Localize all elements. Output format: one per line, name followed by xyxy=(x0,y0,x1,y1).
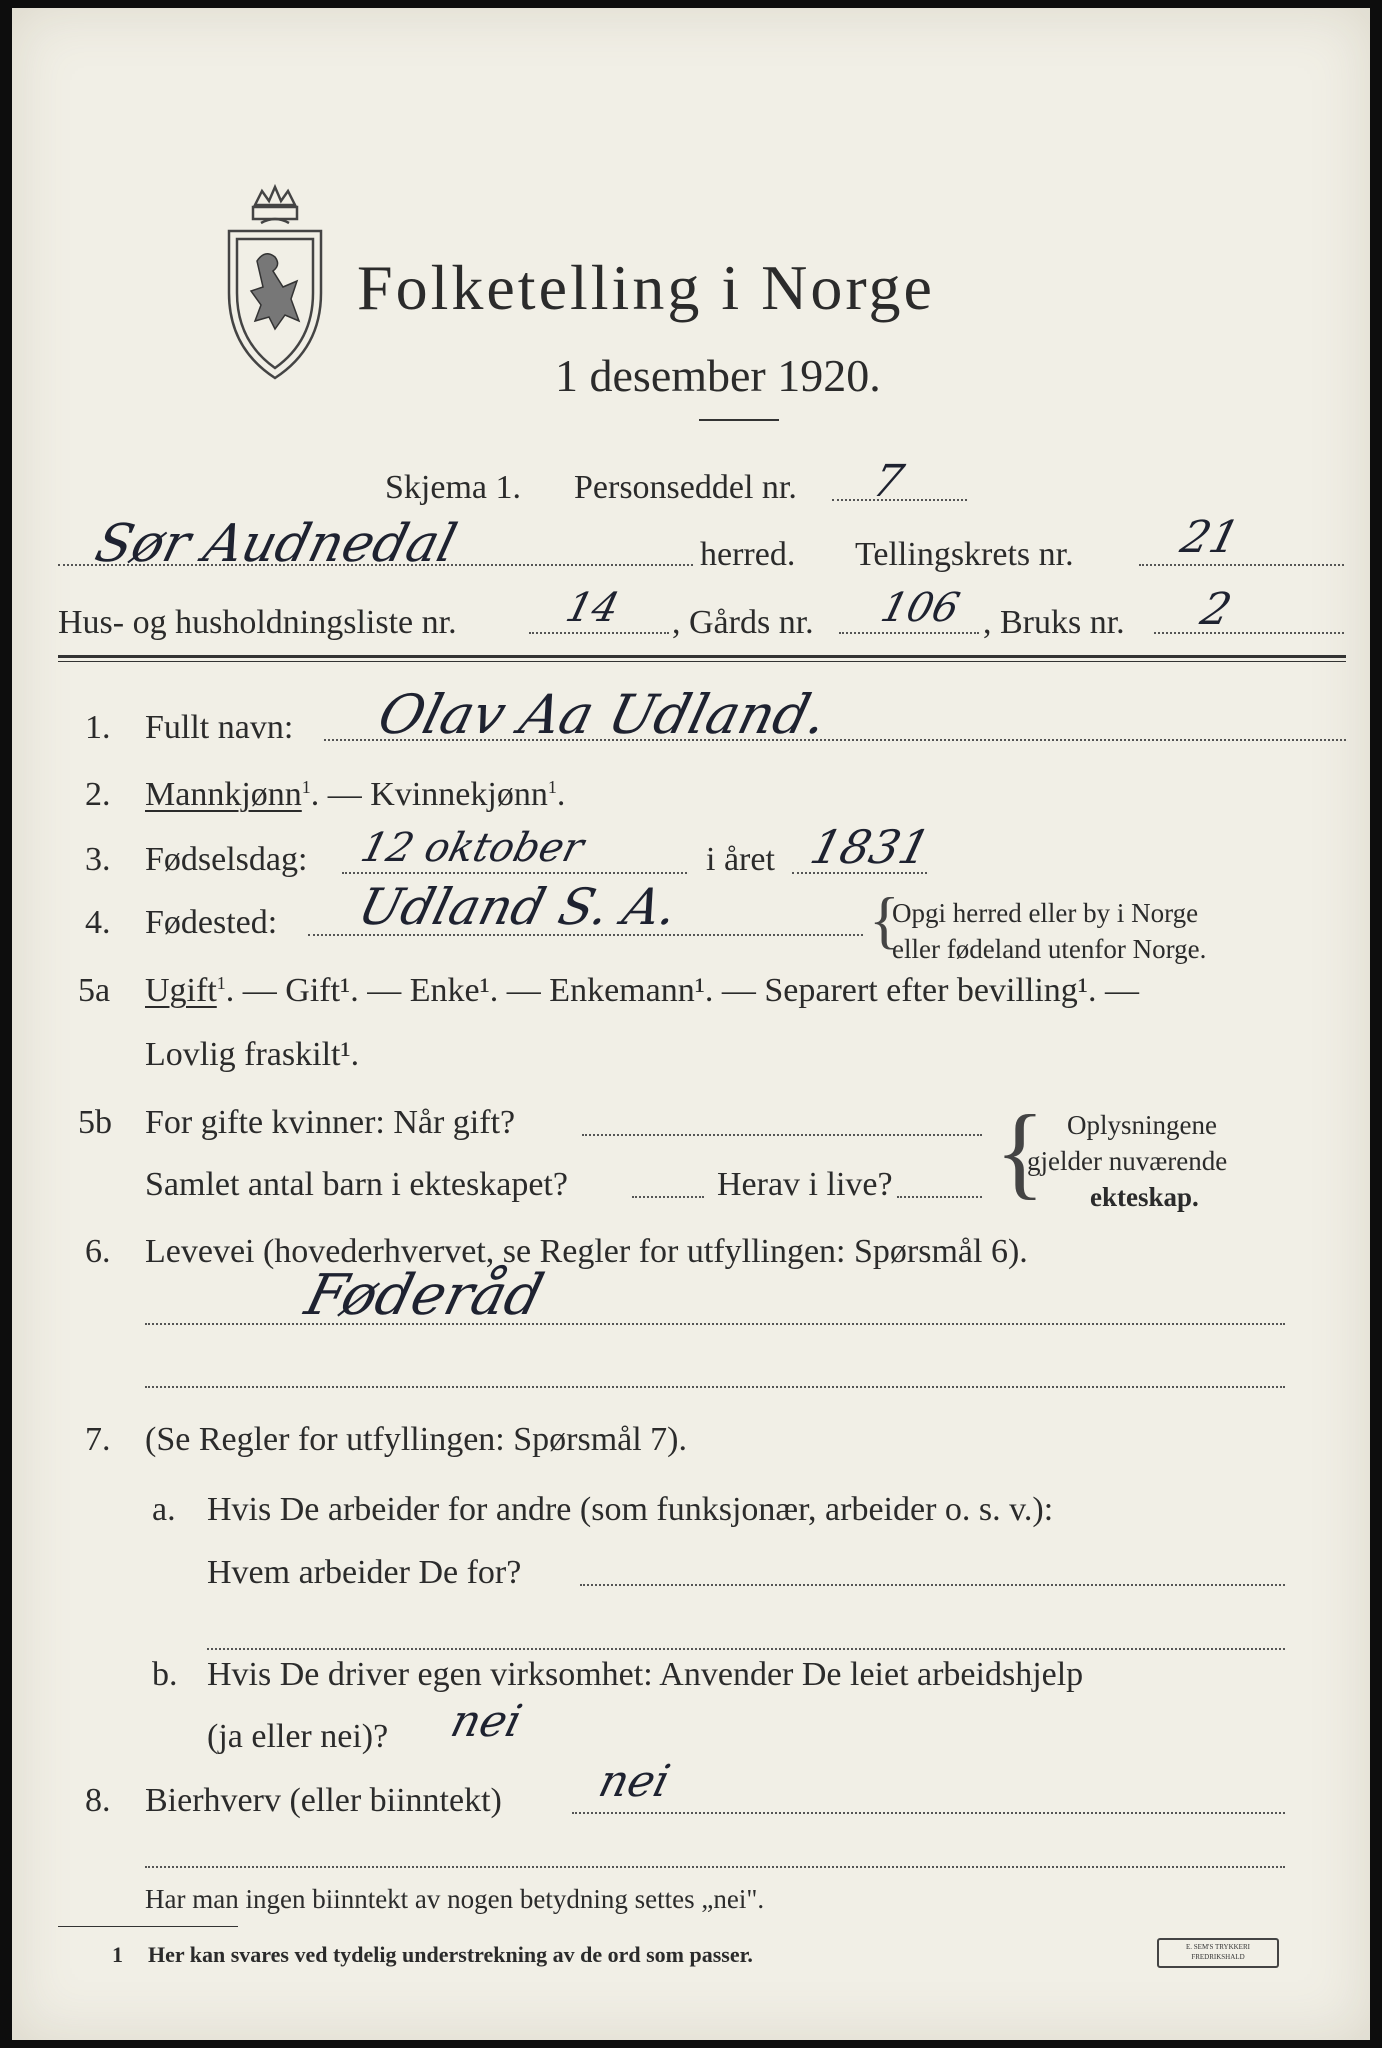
q7b-text: Hvis De driver egen virksomhet: Anvender De leiet arbeidshjelp xyxy=(207,1656,1084,1693)
q4-brace: { xyxy=(869,884,900,955)
q2-number: 2. xyxy=(85,776,111,813)
q7b-question: (ja eller nei)? xyxy=(207,1718,389,1755)
q5b-note-3: ekteskap. xyxy=(1090,1182,1199,1212)
tellingskrets-label: Tellingskrets nr. xyxy=(855,536,1074,573)
fullt-navn-value: Olav Aa Udland. xyxy=(372,683,834,746)
q6-label: Levevei (hovederhvervet, se Regler for utfyllingen: Spørsmål 6). xyxy=(145,1233,1028,1270)
year-value: 1831 xyxy=(805,820,936,874)
q7a-text: Hvis De arbeider for andre (som funksjonær, arbeider o. s. v.): xyxy=(207,1491,1054,1528)
herred-value: Sør Audnedal xyxy=(89,514,463,574)
q5b-note-2: gjelder nuværende xyxy=(1027,1146,1228,1176)
herred-label: herred. xyxy=(700,536,796,573)
nar-gift-label: For gifte kvinner: Når gift? xyxy=(145,1104,516,1141)
fodselsdag-value: 12 oktober xyxy=(356,825,589,871)
lovlig-fraskilt-option[interactable]: Lovlig fraskilt¹. xyxy=(145,1036,360,1073)
leiet-arbeidshjelp-value: nei xyxy=(445,1696,527,1747)
printer-line-2: FREDRIKSHALD xyxy=(1191,1953,1245,1961)
levevei-field-2[interactable] xyxy=(145,1386,1285,1388)
census-form xyxy=(12,8,1370,2040)
fodested-value: Udland S. A. xyxy=(352,878,684,936)
q5b-note-1: Oplysningene xyxy=(1067,1110,1217,1140)
q1-number: 1. xyxy=(85,709,111,746)
hus-label: Hus- og husholdningsliste nr. xyxy=(58,604,457,641)
footnote-rule xyxy=(58,1926,238,1927)
herav-i-live-label: Herav i live? xyxy=(717,1166,893,1203)
antal-barn-field[interactable] xyxy=(632,1196,704,1198)
schema-label: Skjema 1. xyxy=(385,469,521,506)
q4-number: 4. xyxy=(85,904,111,941)
header-divider-thin xyxy=(58,661,1346,662)
bierhverv-field-2[interactable] xyxy=(145,1866,1285,1868)
q7-number: 7. xyxy=(85,1421,111,1458)
q7a-letter: a. xyxy=(152,1491,176,1528)
levevei-value: Føderåd xyxy=(299,1263,550,1328)
footnote-mark: 1 xyxy=(112,1942,123,1967)
arbeider-for-field[interactable] xyxy=(580,1584,1285,1586)
bierhverv-value: nei xyxy=(593,1756,675,1807)
bruks-value: 2 xyxy=(1195,584,1237,635)
q7b-letter: b. xyxy=(152,1656,178,1693)
sivilstand-options[interactable]: — Gift¹. — Enke¹. — Enkemann¹. — Separert efter bevilling¹. — xyxy=(242,972,1139,1009)
census-date: 1 desember 1920. xyxy=(555,350,881,401)
q4-label: Fødested: xyxy=(145,904,278,941)
hus-value: 14 xyxy=(561,585,624,631)
levevei-field-1[interactable] xyxy=(145,1323,1285,1325)
kvinnekjonn-option[interactable]: — Kvinnekjønn xyxy=(327,776,548,813)
gards-label: , Gårds nr. xyxy=(672,604,814,641)
q8-label: Bierhverv (eller biinntekt) xyxy=(145,1782,502,1819)
q6-number: 6. xyxy=(85,1233,111,1270)
personseddel-value: 7 xyxy=(867,456,909,507)
herred-field[interactable] xyxy=(58,564,693,566)
tellingskrets-value: 21 xyxy=(1175,512,1245,563)
q2-options: Mannkjønn$^1$. — Kvinnekjønn$^1$. xyxy=(145,776,566,813)
q3-label: Fødselsdag: xyxy=(145,841,308,878)
q5b-brace: { xyxy=(995,1094,1045,1209)
q5a-options: Ugift$^1$. — Gift¹. — Enke¹. — Enkemann¹. — Separert efter bevilling¹. — xyxy=(145,972,1139,1009)
bruks-label: , Bruks nr. xyxy=(983,604,1125,641)
personseddel-label: Personseddel nr. xyxy=(574,469,797,506)
q4-note-1: Opgi herred eller by i Norge xyxy=(892,898,1199,928)
fodselsdag-field[interactable] xyxy=(342,872,687,874)
gards-value: 106 xyxy=(876,585,965,631)
q5b-number: 5b xyxy=(78,1104,112,1141)
bierhverv-field[interactable] xyxy=(572,1812,1285,1814)
mannkjonn-option[interactable]: Mannkjønn xyxy=(145,776,302,813)
gards-field[interactable] xyxy=(839,632,979,634)
q3-number: 3. xyxy=(85,841,111,878)
printer-line-1: E. SEM'S TRYKKERI xyxy=(1186,1943,1250,1951)
hus-field[interactable] xyxy=(529,632,669,634)
year-label: i året xyxy=(706,841,775,878)
footnote-text: Her kan svares ved tydelig understrekning av de ord som passer. xyxy=(148,1942,753,1967)
personseddel-field[interactable] xyxy=(832,499,967,501)
q7-label: (Se Regler for utfyllingen: Spørsmål 7). xyxy=(145,1421,688,1458)
q4-note-2: eller fødeland utenfor Norge. xyxy=(892,934,1207,964)
q1-label: Fullt navn: xyxy=(145,709,294,746)
printer-stamp xyxy=(1157,1938,1279,1968)
herav-i-live-field[interactable] xyxy=(897,1196,982,1198)
title-rule xyxy=(699,419,779,421)
q8-number: 8. xyxy=(85,1782,111,1819)
arbeider-for-field-2[interactable] xyxy=(207,1648,1285,1650)
nar-gift-field[interactable] xyxy=(582,1134,982,1136)
ugift-option[interactable]: Ugift xyxy=(145,972,217,1009)
q5a-number: 5a xyxy=(78,972,111,1009)
bruks-field[interactable] xyxy=(1154,632,1344,634)
antal-barn-label: Samlet antal barn i ekteskapet? xyxy=(145,1166,568,1203)
nei-note: Har man ingen biinntekt av nogen betydning settes „nei". xyxy=(145,1884,765,1914)
coat-of-arms-icon xyxy=(217,183,332,383)
q7a-question: Hvem arbeider De for? xyxy=(207,1554,522,1591)
tellingskrets-field[interactable] xyxy=(1139,564,1344,566)
form-title: Folketelling i Norge xyxy=(357,252,935,323)
header-divider xyxy=(58,655,1346,658)
